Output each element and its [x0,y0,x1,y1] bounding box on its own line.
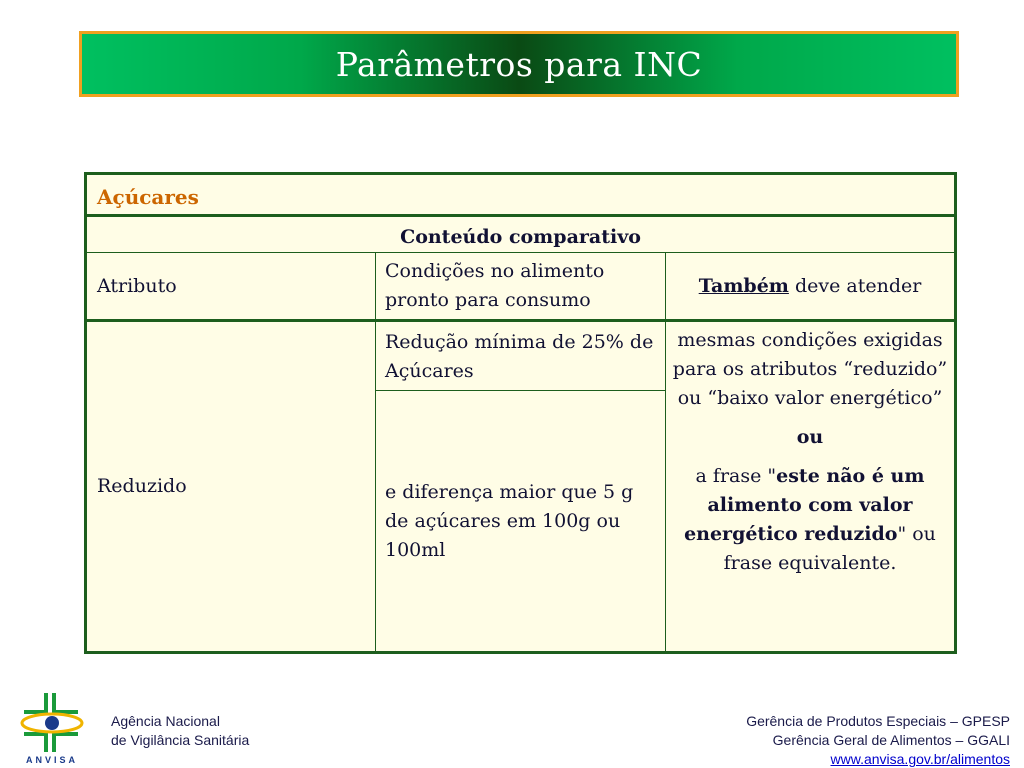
category-cell: Açúcares [86,174,956,216]
management-line-2: Gerência Geral de Alimentos – GGALI [772,732,1010,748]
attribute-reduzido: Reduzido [86,321,376,653]
parameters-table [84,172,957,654]
logo-text: ANVISA [25,755,79,765]
header-attribute: Atributo [86,253,376,321]
also-or: ou [796,426,824,448]
condition-reduction: Redução mínima de 25% de Açúcares [376,321,666,391]
anvisa-logo [14,690,94,765]
management-line-1: Gerência de Produtos Especiais – GPESP [746,713,1010,729]
title-banner [79,31,959,97]
condition-difference: e diferença maior que 5 g de açúcares em 100g ou 100ml [376,391,666,653]
header-also-strong: Também [698,274,789,297]
also-phrase [672,462,948,578]
anvisa-logo-icon [14,690,94,765]
header-also [666,253,956,321]
table-row-category [86,174,956,216]
footer-agency [111,712,249,750]
header-also-rest: deve atender [788,274,922,297]
header-conditions: Condições no alimento pronto para consumo [376,253,666,321]
agency-line-2: de Vigilância Sanitária [111,732,250,748]
table-header-row [86,253,956,321]
table-row-reduzido-1 [86,321,956,391]
comparative-header: Conteúdo comparativo [86,216,956,253]
also-cell [666,321,956,653]
footer-management [746,712,1010,768]
also-phrase-suffix: " ou frase equivalente. [723,523,936,574]
agency-line-1: Agência Nacional [111,713,220,729]
anvisa-link[interactable]: www.anvisa.gov.br/alimentos [830,751,1010,767]
also-phrase-bold: este não é um alimento com valor energético reduzido [684,465,925,545]
also-phrase-prefix: a frase " [695,465,777,487]
slide-title: Parâmetros para INC [335,44,703,84]
table-row-comparative [86,216,956,253]
also-same-conditions: mesmas condições exigidas para os atributos “reduzido” ou “baixo valor energético” [672,329,948,409]
